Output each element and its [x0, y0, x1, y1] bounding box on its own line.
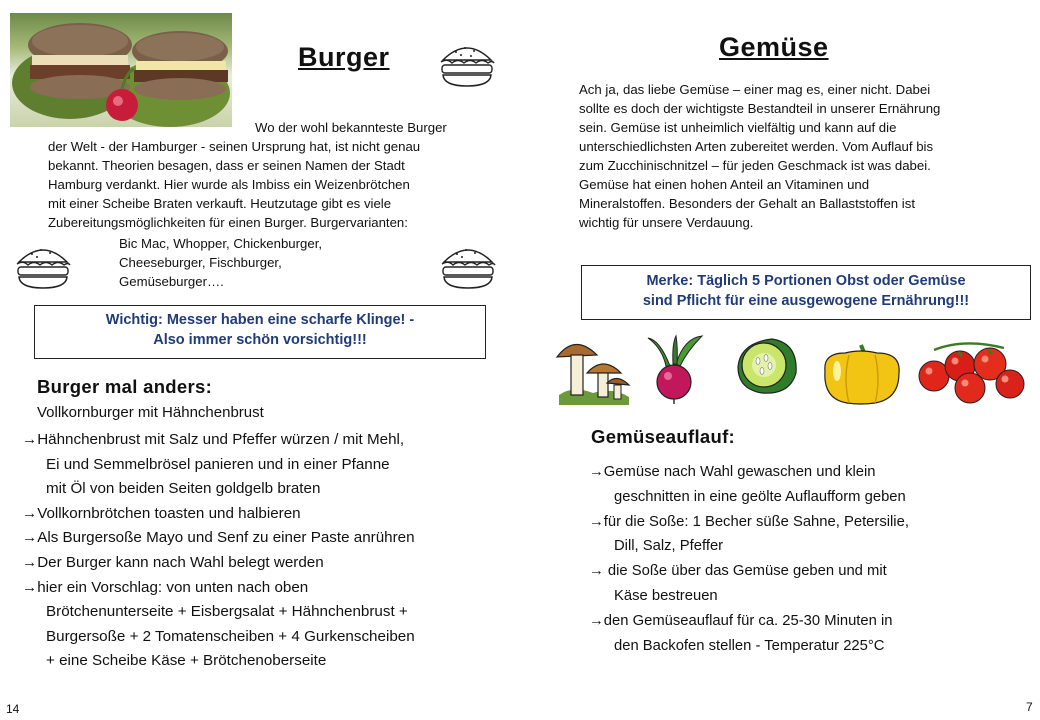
step-line: →Gemüse nach Wahl gewaschen und klein — [589, 464, 876, 480]
step-line: Käse bestreuen — [614, 587, 718, 604]
variant-line: Bic Mac, Whopper, Chickenburger, — [119, 236, 323, 251]
note-line: Merke: Täglich 5 Portionen Obst oder Gemüse — [646, 273, 966, 289]
page-title-gemuese: Gemüse — [719, 32, 829, 62]
intro-line: Mineralstoffen. Besonders der Gehalt an Ballaststoffen ist — [579, 196, 915, 211]
intro-line: zum Zucchinischnitzel – für jeden Geschmack ist was dabei. — [579, 158, 931, 173]
step-line: Burgersoße + 2 Tomatenscheiben + 4 Gurkenscheiben — [46, 627, 415, 645]
arrow-icon: → — [589, 563, 604, 580]
pepper-icon — [815, 341, 907, 407]
arrow-icon: → — [589, 464, 604, 480]
step-line: →Hähnchenbrust mit Salz und Pfeffer würzen / mit Mehl, — [22, 431, 405, 448]
beet-icon — [640, 334, 710, 404]
note-box — [581, 265, 1031, 320]
recipe-title-burger: Burger mal anders: — [37, 376, 213, 397]
burger-icon — [439, 240, 497, 297]
intro-line: sollte es doch der wichtigste Bestandteil in unserer Ernährung — [579, 101, 941, 116]
step-line: →den Gemüseauflauf für ca. 25-30 Minuten in — [589, 612, 893, 629]
recipe-steps-gemuese — [589, 460, 909, 658]
intro-line: wichtig für unsere Verdauung. — [579, 215, 754, 230]
step-line: mit Öl von beiden Seiten goldgelb braten — [46, 480, 321, 498]
variant-line: Cheeseburger, Fischburger, — [119, 255, 282, 270]
mushroom-icon — [553, 333, 633, 407]
warning-box — [34, 305, 486, 359]
intro-line: Hamburg verdankt. Hier wurde als Imbiss ein Weizenbrötchen — [48, 177, 410, 192]
burger-intro — [48, 118, 447, 232]
intro-line: sein. Gemüse ist unheimlich vielfältig und kann auf die — [579, 120, 897, 135]
intro-line: Zubereitungsmöglichkeiten für einen Burger. Burgervarianten: — [48, 215, 408, 230]
intro-line: Ach ja, das liebe Gemüse – einer mag es, einer nicht. Dabei — [579, 82, 931, 97]
intro-line: mit einer Scheibe Braten verkauft. Heutzutage gibt es viele — [48, 196, 392, 211]
page-number-left: 14 — [6, 702, 20, 716]
arrow-icon: → — [22, 529, 38, 547]
arrow-icon: → — [22, 504, 38, 522]
step-line: →Der Burger kann nach Wahl belegt werden — [22, 553, 324, 571]
intro-line: der Welt - der Hamburger - seinen Ursprung hat, ist nicht genau — [48, 139, 421, 154]
step-line: →Vollkornbrötchen toasten und halbieren — [22, 504, 301, 522]
intro-line: bekannt. Theorien besagen, dass er seinen Namen der Stadt — [48, 158, 405, 173]
step-line: geschnitten in eine geölte Auflaufform geben — [614, 488, 906, 505]
intro-line: unterschiedlichsten Arten zubereitet werden. Vom Auflauf bis — [579, 139, 934, 154]
burger-photo — [10, 13, 232, 127]
arrow-icon: → — [22, 431, 38, 448]
arrow-icon: → — [22, 578, 38, 596]
step-line: →für die Soße: 1 Becher süße Sahne, Petersilie, — [589, 513, 909, 530]
step-line: Brötchenunterseite + Eisbergsalat + Hähnchenbrust + — [46, 603, 408, 621]
intro-line: Wo der wohl bekannteste Burger — [255, 120, 447, 135]
burger-variants — [119, 234, 322, 291]
cucumber-icon — [732, 333, 802, 399]
step-line: den Backofen stellen - Temperatur 225°C — [614, 637, 885, 654]
variant-line: Gemüseburger…. — [119, 274, 224, 289]
arrow-icon: → — [22, 553, 38, 571]
step-line: Dill, Salz, Pfeffer — [614, 538, 724, 555]
page-title-burger: Burger — [298, 42, 390, 72]
recipe-subtitle-burger: Vollkornburger mit Hähnchenbrust — [37, 404, 264, 421]
gemuese-intro — [579, 80, 940, 232]
step-line: + eine Scheibe Käse + Brötchenoberseite — [46, 652, 327, 670]
step-line: →hier ein Vorschlag: von unten nach oben — [22, 578, 309, 596]
arrow-icon: → — [589, 612, 604, 629]
warning-line: Wichtig: Messer haben eine scharfe Klinge! - — [105, 312, 415, 328]
step-line: Ei und Semmelbrösel panieren und in einer Pfanne — [46, 455, 390, 473]
intro-line: Gemüse hat einen hohen Anteil an Vitaminen und — [579, 177, 870, 192]
step-line: → die Soße über das Gemüse geben und mit — [589, 563, 887, 580]
recipe-title-gemuese: Gemüseauflauf: — [591, 426, 736, 447]
warning-line: Also immer schön vorsichtig!!! — [153, 332, 367, 348]
step-line: →Als Burgersoße Mayo und Senf zu einer Paste anrühren — [22, 529, 415, 547]
tomato-icon — [914, 340, 1026, 406]
arrow-icon: → — [589, 513, 604, 530]
burger-icon — [438, 38, 496, 95]
recipe-steps-burger — [22, 428, 415, 674]
burger-icon — [14, 240, 72, 297]
note-line: sind Pflicht für eine ausgewogene Ernährung!!! — [642, 293, 970, 309]
page-number-right: 7 — [1026, 700, 1033, 714]
